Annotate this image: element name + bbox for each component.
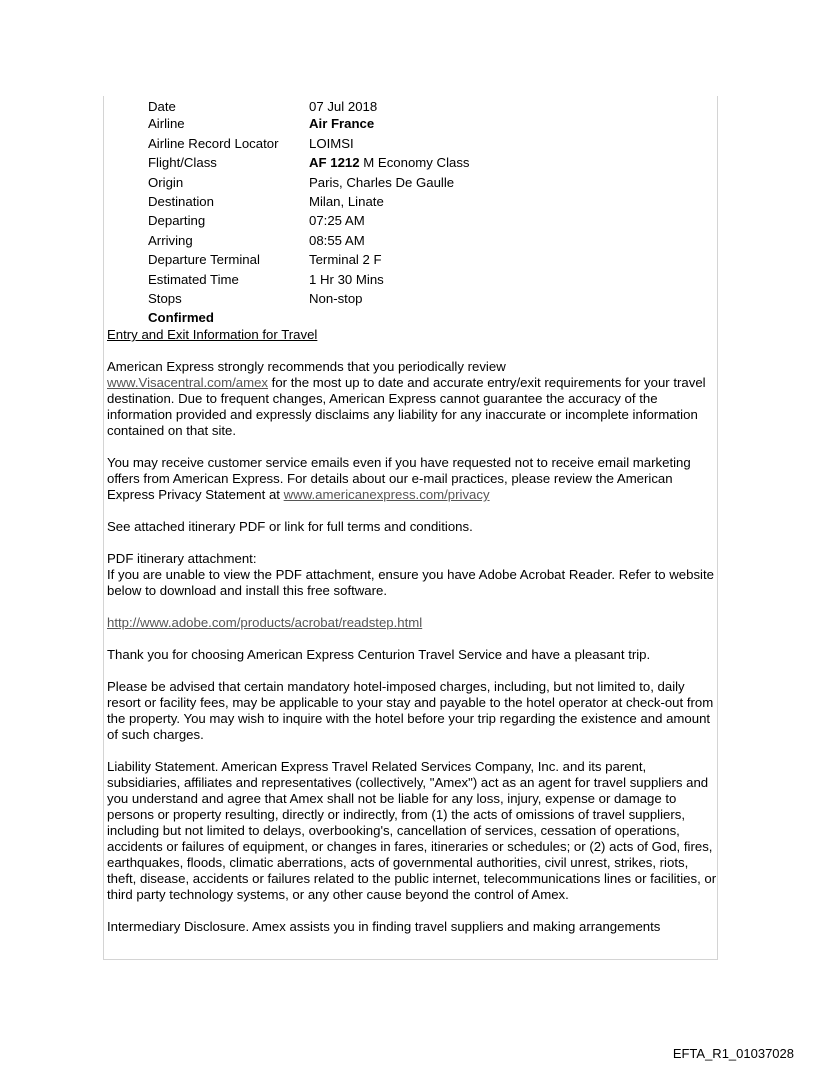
flight-row-stops: Stops Non-stop (148, 290, 363, 306)
flight-row-origin: Origin Paris, Charles De Gaulle (148, 174, 455, 190)
flight-row-date: Date 07 Jul 2018 (148, 99, 378, 115)
privacy-link[interactable]: www.americanexpress.com/privacy (283, 487, 490, 503)
pdf-title: PDF itinerary attachment: (107, 551, 257, 567)
hotel-charges-paragraph: Please be advised that certain mandatory hotel-imposed charges, including, but not limited to, daily resort or facility fees, may be applicable to your stay and payable to the hotel operator at check-out from the property. You may wish to inquire with the hotel before your trip regarding the existence and amount of such charges. (107, 679, 714, 743)
itinerary-content (107, 96, 717, 935)
flight-row-record-locator: Airline Record Locator LOIMSI (148, 135, 354, 151)
pdf-paragraph: If you are unable to view the PDF attachment, ensure you have Adobe Acrobat Reader. Refer to website below to download and install this free software. (107, 567, 714, 599)
flight-row-destination: Destination Milan, Linate (148, 193, 384, 209)
flight-row-airline: Airline Air France (148, 116, 375, 132)
flight-row-class: Flight/Class AF 1212 M Economy Class (148, 155, 470, 171)
liability-paragraph: Liability Statement. American Express Travel Related Services Company, Inc. and its parent, subsidiaries, affiliates and representatives (collectively, "Amex") act as an agent for travel suppliers and you understand and agree that Amex shall not be liable for any loss, injury, expense or damage to persons or property resulting, directly or indirectly, from (1) the acts of omissions of travel suppliers, including but not limited to delays, overbooking's, cancellation of services, cessation of operations, accidents or failures of equipment, or changes in fares, itineraries or schedules; or (2) acts of God, fires, earthquakes, floods, climatic aberrations, acts of governmental authorities, civil unrest, strikes, riots, theft, disease, accidents or failures related to the public internet, telecommunications lines or facilities, or third party technology systems, or any other cause beyond the control of Amex. (107, 759, 717, 903)
visa-paragraph: American Express strongly recommends that you periodically review www.Visacentral.com/amex for the most up to date and accurate entry/exit requirements for your travel destination. Due to frequent changes, American Express cannot guarantee the accuracy of the information provided and expressly disclaims any liability for any inaccurate or incomplete information contained on that site. (107, 359, 706, 439)
flight-details (107, 96, 717, 326)
terms-paragraph: See attached itinerary PDF or link for full terms and conditions. (107, 519, 473, 535)
thank-you-paragraph: Thank you for choosing American Express Centurion Travel Service and have a pleasant trip. (107, 647, 651, 663)
document-id: EFTA_R1_01037028 (672, 1046, 794, 1061)
flight-row-estimated-time: Estimated Time 1 Hr 30 Mins (148, 271, 384, 287)
intermediary-paragraph: Intermediary Disclosure. Amex assists you in finding travel suppliers and making arrangements (107, 919, 661, 935)
flight-row-departing: Departing 07:25 AM (148, 213, 365, 229)
visacentral-link[interactable]: www.Visacentral.com/amex (107, 375, 268, 391)
entry-exit-heading: Entry and Exit Information for Travel (107, 327, 318, 343)
privacy-paragraph: You may receive customer service emails even if you have requested not to receive email marketing offers from American Express. For details about our e-mail practices, please review the American Express Privacy Statement at www.americanexpress.com/privacy (107, 455, 691, 503)
flight-status: Confirmed (148, 310, 214, 326)
flight-row-terminal: Departure Terminal Terminal 2 F (148, 252, 382, 268)
flight-row-arriving: Arriving 08:55 AM (148, 232, 365, 248)
adobe-link[interactable]: http://www.adobe.com/products/acrobat/readstep.html (107, 615, 423, 631)
